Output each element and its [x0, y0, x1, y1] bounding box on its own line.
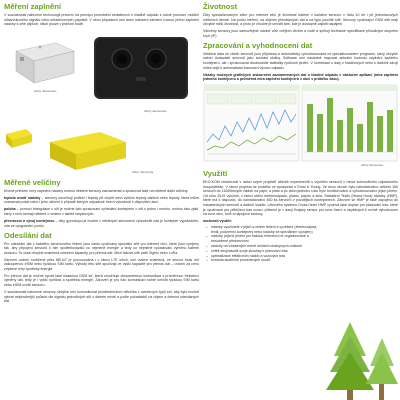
paragraph-zpracovani-2: Ukázky možných grafických znázornění zaznamenaných dat o hladině odpadu v obslužné aplikaci (míra zaplnění jednoho kontejneru a průměrná míra zaplnění kontejnerů v obci v průběhu času).	[203, 72, 398, 82]
item-prevraceni	[4, 219, 199, 228]
app-screenshots	[203, 84, 398, 167]
item-teplota-text: – senzory umožňují potřebi i teploty při chybě mezi vyšším teploty dalších nebo teploty, která může znamenat požár nebo i jeho oživení k případě kterých odpadové řízení vyhodnotí k dispoziční akci.	[4, 195, 200, 205]
item-prevraceni-text: – díky gyroskopu je možné v některých senzorech vyhodnotit zda je kontejner vyprázdněn, zda ve vysypaném pozici.	[4, 218, 199, 228]
infrared-sensor-image	[88, 33, 194, 105]
caption-yellow: zdroj: Sensority	[132, 169, 154, 174]
paragraph-merene-veliciny: Kromě přehlení míry zaplnění nádoby mohou některé senzory zaznamenat a zpracovat také na některé další veličiny:	[4, 188, 189, 193]
item-teplota-head: teplota uvnitř nádoby	[4, 195, 41, 200]
heading-mereni-zaplneni: Měření zaplnění	[4, 2, 61, 11]
heading-moznosti: možnosti využití:	[203, 219, 232, 224]
yellow-sensor-small-image	[4, 126, 34, 152]
item-poloha-head: poloha	[4, 207, 16, 212]
paragraph-odesilani-3: Pro přenos dat je možné využít také klasickou GSM síť, která umožňuje obousměrnou komunikaci s proměnnou frekvencí výměny dat, tedy je i vyšší rychlost a spotřeba energie. Zároveň je pro tuto komunikaci nutné umístit fyzickou SIM kartu nebo eSIM uvnitř senzoru.	[4, 273, 199, 288]
caption-infrared: zdroj: Sensoneo	[144, 108, 167, 113]
paragraph-zivotnost-1: Díky specializovaným sítím pro internet věcí je životnost baterie v každém senzoru v řádu 10 let i při jednorázových měřeních denně. Na počtu měření, na objemu přenášených dat a na typu použité sítě. Senzory využívající GSM sítě mají obvykle nižší životnost, a proto je vhodné je umístit tam, kde je dostupné zajistit napájení.	[203, 13, 398, 27]
app-dashboard-image	[203, 84, 398, 164]
caption-ultrasonic: zdroj: Sensoneo	[34, 88, 57, 93]
list-item: – optimalizace efektivních nádob a vozových tras	[211, 254, 323, 259]
heading-vyuziti: Využití	[203, 169, 228, 179]
list-item: – chtěli ztrojnásobit svoje zkoušky k plánování tras	[211, 249, 323, 254]
paragraph-zivotnost-2: Všechny senzory jsou samozřejmě odolné vůči vnějším vlivům a vodě a splňují technické specifikace příslušným stupněm krytí (IP).	[203, 29, 398, 38]
left-column	[4, 0, 199, 306]
heading-zivotnost: Životnost	[203, 2, 238, 11]
list-item: – nádoby využívané v jejich a celém řešení k vyvěšení (elektroodpad, textil, podzemní kontejnery nebo nádoby se speciálním vývojem)	[211, 225, 323, 235]
right-column	[203, 0, 398, 263]
list-item: – kontrola skutečné provedených svozů	[211, 258, 323, 263]
paragraph-mereni-zaplneni: V současnosti nabízíme technologii precizní na principu promítnění sedativních k hladině odpadu s ručně provozní mobilní ultrazvukového signálu nebo infračervených paprsků. V obou případech umí dnes nabízení zařízení rovnou přímo zaplnění nádoby s celé pilplole, nikoli pouze v jednom bodě.	[4, 13, 199, 27]
list-item: – nádoby, jejichž plnění pro každou frekvenci ne organizované a nesvážené předsezónní	[211, 234, 323, 244]
paragraph-odesilani-2: Zároveň ovšem rozšířené přes NB-IoT je provozována i v rámci LTE sítích, což ovšem znamená, že senzor musí mít zakoupenou eSIM nebo fyzickou SIM kartu. Výhody této sítě spočívají ve vyšší kapacitě pro přenos dat – ovšem za cenu zvýšené míry spotřeby energie.	[4, 257, 199, 271]
yellow-sensor-large-image	[46, 128, 130, 172]
paragraph-odesilani-4: V současnosti nabízené senzory obvykle umí komunikovat prostřednictvím několika z uvedených typů sítí, aby bylo možné vybrat nejvhodnější způsob dle signálu jednotlivých sítí v daném místě a podle požadavků na objem a četnost odesílaných dat.	[4, 290, 199, 304]
heading-merene-veliciny: Měřené veličiny	[4, 177, 61, 187]
yellow-sensor-photos	[4, 126, 199, 176]
usage-list	[203, 225, 323, 263]
item-prevraceni-head: převrácení a vývoj kontejneru	[4, 218, 55, 223]
item-poloha-text: – pomocí triangulace v síti je možné tato zpracování vyhledání kontejneru v síti o jedno i mnoho, mohou tato zjisti, který z nich nemají některé o vedení v taktéž smyslových.	[4, 207, 199, 216]
paragraph-odesilani-1: Pro odesílání dat z každého senzorového řešení jsou často využívány speciální sítě pro internet věcí, které jsou vyvíjeny tak, aby připojení senzorů k nim spotřebovávalo co nejméně energie a tedy co nejméně vyžadovalo výměnu baterie senzoru. To však obvykle znamená omezení kapacity, pro přenos dat. Mezi takové sítě patří Sigfox nebo LoRa.	[4, 241, 199, 255]
paragraph-vyuziti: EKO-KOM zrealizoval v rámci svých projektů několik experimentů s využitím senzorů v rámci komunálního odpadového hospodářství. V rámci projektu se podařilo ve spolupráci s Ernst & Young. Ve dvou obcích bylo nainstalováno celkem 150 senzorů do 1100litrových nádob na papír, a plast a po dobu jednoho roku bylo monitorováno a vyhodnocováno jejich plnění. Od roku 2019 využívá, v rámci sběru elektroodpadu, plastu, papíru a skla, Statutární Teplic (Hrubá Hora) nádoby (HMP), které má k dispozici, do nainstalováno 460 ks senzorů v pozdějších kontejnerech. Zároveň se HMP je také zapojeno do nasazenských senzorů a dalších služeb. Lékového systému Cross-řízení HMP využívá také doprav pro plánování tras, které je využívané pro přiblížení tras svozu, přičemž je v daný Krajský senzor pro svoz řízení a úspěšných k rovině vyhodnocen na svoz obcí, kmě a nápojové kartony.	[203, 180, 398, 217]
paragraph-zpracovani-1: Veškerá data ze všech senzorů jsou přijímána a automaticky vyhodnocována ve specializovaném programu, který obvykle nabízí dodavatel senzorů jako součást služby. Software umí následně mapovat aktuální hodnotu zaplnění každého kontejneru, ale i zpracovávat dlouhodobé statistiky rychlosti plnění. V kombinaci s daty z hladinových nebo s dalšími zdroji může dojít k automatizaci trasování vývozu odpadu.	[203, 51, 398, 70]
list-item: – nádoby na vzdálených méně místech dostupných místech	[211, 244, 323, 249]
decorative-trees-image	[320, 318, 400, 400]
heading-odesilani-dat: Odesílání dat	[4, 230, 52, 240]
item-teplota	[4, 196, 199, 205]
item-poloha	[4, 207, 199, 216]
caption-chart: zdroj: Sensoneo	[361, 163, 384, 168]
ultrasonic-sensor-image	[10, 37, 78, 89]
heading-zpracovani: Zpracování a vyhodnocení dat	[203, 40, 313, 50]
sensor-photos	[4, 29, 199, 124]
